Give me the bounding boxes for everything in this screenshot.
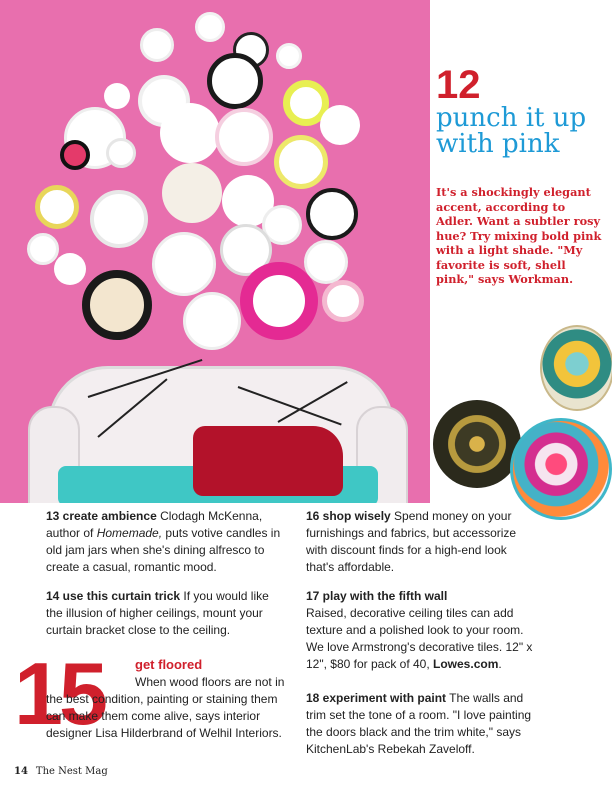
sofa — [28, 366, 408, 503]
tip-14-text: If you would like the illusion of higher ceilings, mount your curtain bracket close to the ceiling. — [46, 589, 269, 637]
tip-18 — [306, 690, 538, 758]
decorative-ceiling-tile — [510, 418, 612, 520]
feature-headline: punch it up with pink — [436, 103, 587, 159]
tip-13-label: 13 create ambience — [46, 509, 157, 523]
decorative-plate — [322, 280, 364, 322]
decorative-plate — [215, 108, 273, 166]
hero-photo — [0, 0, 430, 503]
decorative-plate — [162, 163, 222, 223]
tip-13-text-a: Clodagh McKenna, author of — [46, 509, 263, 540]
tip-13 — [46, 508, 284, 576]
tip-14 — [46, 588, 286, 639]
tip-18-label: 18 experiment with paint — [306, 691, 447, 705]
decorative-plate — [183, 292, 241, 350]
decorative-plate — [106, 138, 136, 168]
tip-17-text: Raised, decorative ceiling tiles can add texture and a polished look to your room. We love Armstrong's decorative tiles. 12" x 12", $80 for pack of 40, — [306, 606, 533, 671]
decorative-plate — [104, 83, 130, 109]
decorative-plate — [35, 185, 79, 229]
decorative-ceiling-tile — [540, 325, 612, 411]
decorative-plate — [27, 233, 59, 265]
tip-13-text-b: puts votive candles in old jam jars when she's dining alfresco to create a casual, romantic mood. — [46, 526, 281, 574]
decorative-plate — [82, 270, 152, 340]
decorative-ceiling-tile — [433, 400, 521, 488]
decorative-plate — [207, 53, 263, 109]
decorative-plate — [195, 12, 225, 42]
tip-13-book-title: Homemade, — [96, 526, 163, 540]
tip-15-label: get floored — [135, 657, 203, 672]
tip-16-text: Spend money on your furnishings and fabrics, but accessorize with discount finds for a high-end look that's affordable. — [306, 509, 517, 574]
decorative-plate — [160, 103, 220, 163]
tip-15 — [46, 674, 286, 742]
feature-body: It's a shockingly elegant accent, according to Adler. Want a subtler rosy hue? Try mixing bold pink with a light shade. "My favorite is soft, shell pink," says Workman. — [436, 185, 602, 286]
decorative-plate — [54, 253, 86, 285]
tip-15-text: When wood floors are not in the best condition, painting or staining them can make them come alive, says interior designer Lisa Hilderbrand of Welhil Interiors. — [46, 675, 285, 740]
page-number: 14 — [14, 766, 28, 777]
decorative-plate — [274, 135, 328, 189]
decorative-plate — [276, 43, 302, 69]
decorative-plate — [240, 262, 318, 340]
tip-14-label: 14 use this curtain trick — [46, 589, 181, 603]
decorative-plate — [306, 188, 358, 240]
page-footer — [14, 766, 108, 777]
red-throw-blanket — [193, 426, 343, 496]
decorative-plate — [90, 190, 148, 248]
tip-17-link[interactable]: Lowes.com — [433, 657, 499, 671]
decorative-plate — [140, 28, 174, 62]
tip-16 — [306, 508, 538, 576]
decorative-plate — [60, 140, 90, 170]
magazine-name: The Nest Mag — [35, 766, 108, 777]
tip-18-text: The walls and trim set the tone of a room. "I love painting the doors black and the trim white," says KitchenLab's Rebekah Zaveloff. — [306, 691, 532, 756]
tip-16-label: 16 shop wisely — [306, 509, 391, 523]
tip-17-end: . — [498, 657, 502, 671]
tip-17 — [306, 588, 538, 673]
feature-number: 12 — [436, 63, 481, 107]
tip-15-number: 15 — [14, 644, 104, 743]
decorative-plate — [320, 105, 360, 145]
tip-17-label: 17 play with the fifth wall — [306, 589, 448, 603]
decorative-plate — [152, 232, 216, 296]
